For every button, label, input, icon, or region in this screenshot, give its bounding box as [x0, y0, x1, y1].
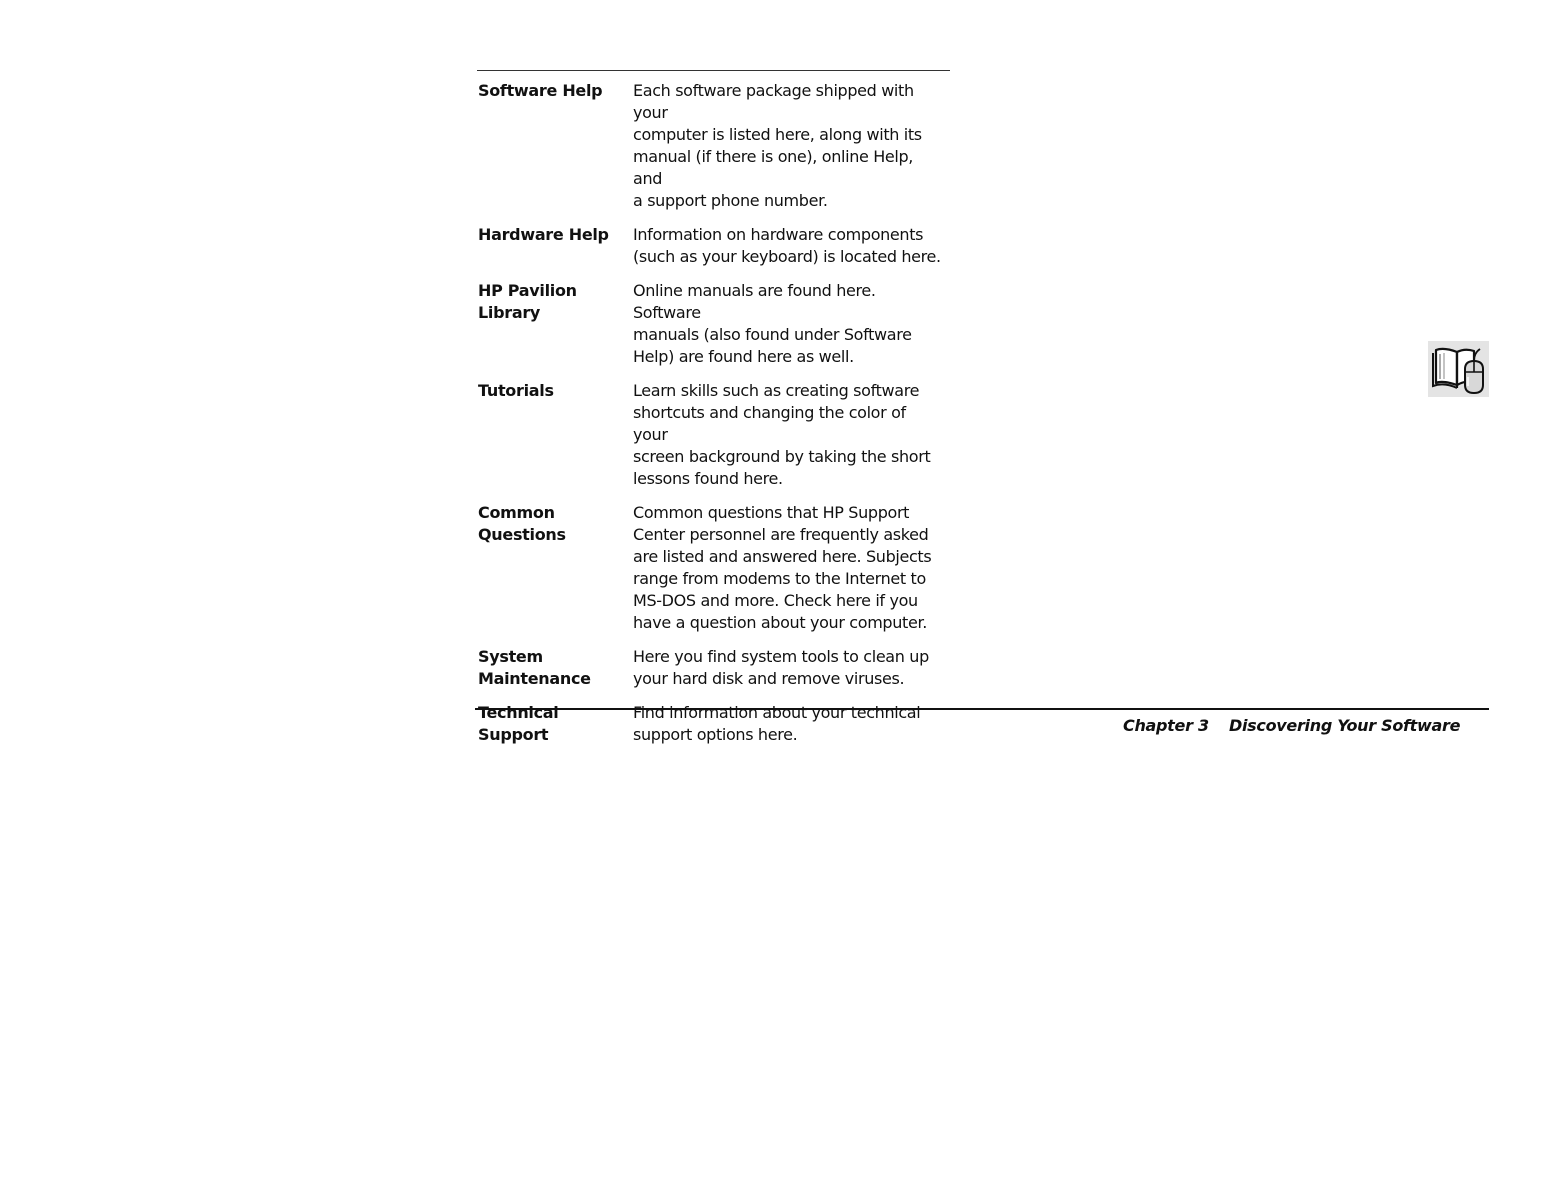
- description-line: a support phone number.: [633, 191, 828, 210]
- description-line: Information on hardware components: [633, 225, 924, 244]
- entry-description: [633, 224, 943, 268]
- description-line: are listed and answered here. Subjects: [633, 547, 932, 566]
- entry-common-questions: [478, 502, 948, 634]
- description-line: Online manuals are found here. Software: [633, 281, 876, 322]
- entry-description: [633, 646, 943, 690]
- description-line: (such as your keyboard) is located here.: [633, 247, 941, 266]
- description-line: MS-DOS and more. Check here if you: [633, 591, 918, 610]
- description-line: computer is listed here, along with its: [633, 125, 922, 144]
- entry-term: Software Help: [478, 81, 603, 100]
- entry-hp-pavilion-library: [478, 280, 948, 368]
- entry-description: [633, 502, 943, 634]
- entry-system-maintenance: [478, 646, 948, 690]
- entry-description: [633, 380, 943, 490]
- description-line: have a question about your computer.: [633, 613, 927, 632]
- entry-term: System Maintenance: [478, 647, 591, 688]
- entry-term: Technical Support: [478, 703, 559, 744]
- description-line: manuals (also found under Software: [633, 325, 912, 344]
- entry-term: Common Questions: [478, 503, 566, 544]
- description-line: shortcuts and changing the color of your: [633, 403, 906, 444]
- footer-chapter: Chapter 3: [1123, 716, 1209, 735]
- entry-description: [633, 80, 943, 212]
- description-line: Each software package shipped with your: [633, 81, 914, 122]
- description-line: lessons found here.: [633, 469, 783, 488]
- description-line: your hard disk and remove viruses.: [633, 669, 905, 688]
- description-line: range from modems to the Internet to: [633, 569, 926, 588]
- description-line: Common questions that HP Support: [633, 503, 910, 522]
- description-line: Learn skills such as creating software: [633, 381, 920, 400]
- entry-software-help: [478, 80, 948, 212]
- entry-tutorials: [478, 380, 948, 490]
- book-and-mouse-icon-graphic: [1428, 341, 1489, 397]
- description-line: Here you find system tools to clean up: [633, 647, 929, 666]
- help-topics-list: [478, 80, 948, 758]
- top-rule: [477, 70, 950, 71]
- description-line: screen background by taking the short: [633, 447, 931, 466]
- entry-term: HP Pavilion Library: [478, 281, 577, 322]
- footer-rule: [475, 708, 1489, 710]
- footer-title: Discovering Your Software: [1229, 716, 1461, 735]
- entry-description: [633, 280, 943, 368]
- description-line: manual (if there is one), online Help, and: [633, 147, 914, 188]
- entry-term: Tutorials: [478, 381, 554, 400]
- entry-hardware-help: [478, 224, 948, 268]
- book-and-mouse-icon: [1428, 341, 1489, 397]
- description-line: Find information about your technical: [633, 703, 921, 722]
- entry-term: Hardware Help: [478, 225, 609, 244]
- description-line: Center personnel are frequently asked: [633, 525, 929, 544]
- description-line: Help) are found here as well.: [633, 347, 854, 366]
- description-line: support options here.: [633, 725, 798, 744]
